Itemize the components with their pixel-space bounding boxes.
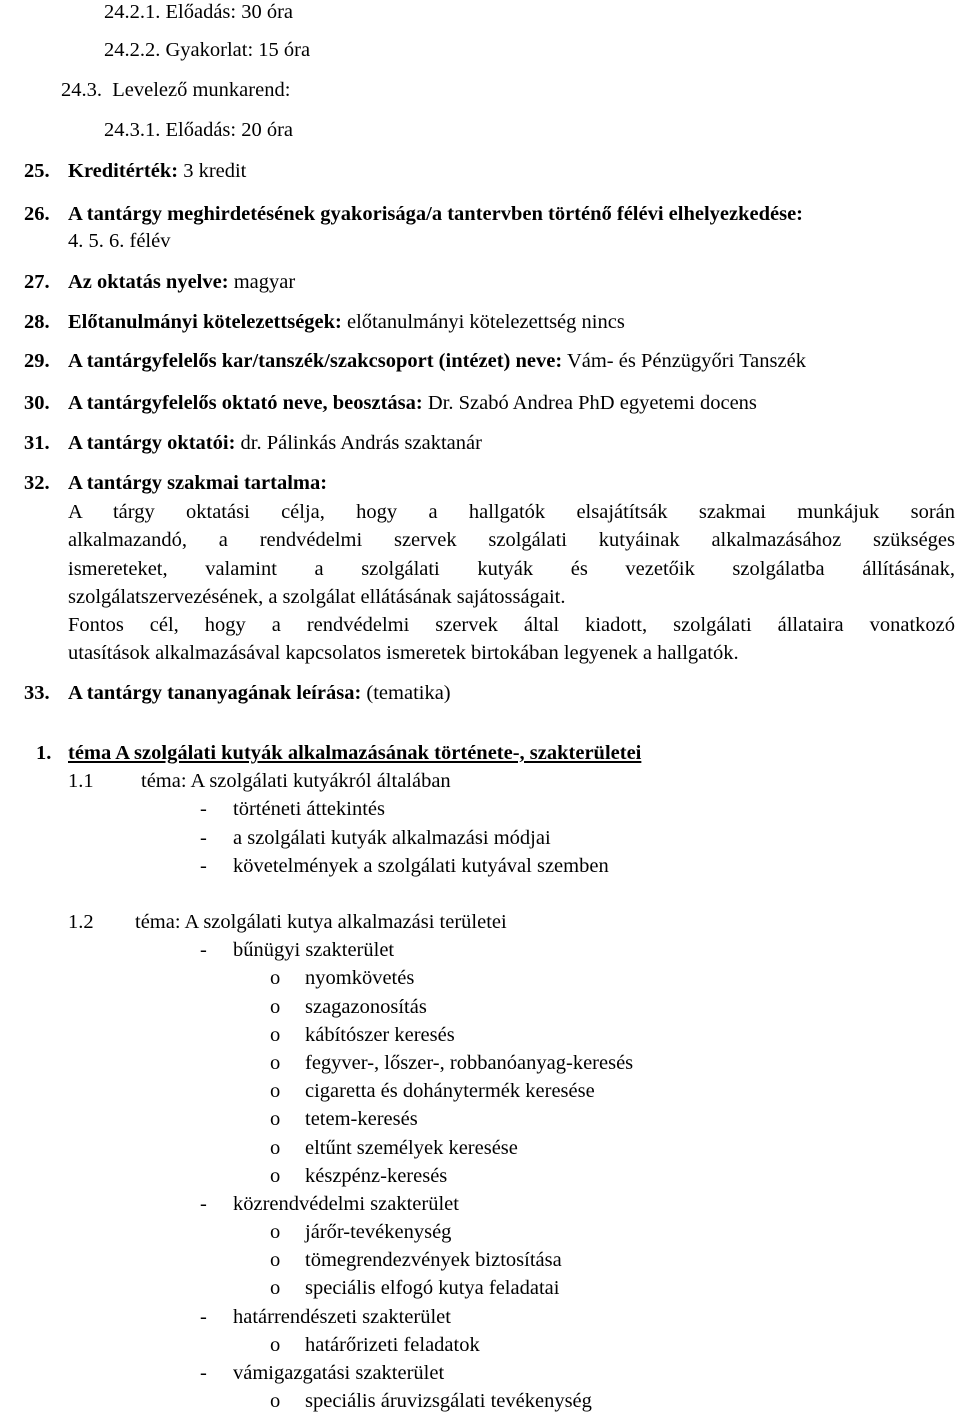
subtopic-title: téma: A szolgálati kutya alkalmazási területei (135, 911, 507, 933)
subtopic-title: téma: A szolgálati kutyákról általában (141, 770, 451, 792)
subtopic-number: 1.1 (68, 770, 94, 792)
item-24-3-1: 24.3.1. Előadás: 20 óra (104, 119, 294, 141)
item-26-label: A tantárgy meghirdetésének gyakorisága/a tantervben történő félévi elhelyezkedése: (68, 203, 804, 225)
list-item: követelmények a szolgálati kutyával szemben (233, 855, 609, 877)
dash-marker: - (200, 1193, 207, 1215)
area-item: tömegrendezvények biztosítása (305, 1249, 562, 1271)
area-item: járőr-tevékenység (305, 1221, 452, 1243)
item-27-body: Az oktatás nyelve: magyar (68, 271, 296, 293)
circle-marker: o (270, 1277, 281, 1299)
item-32-label: A tantárgy szakmai tartalma: (68, 472, 328, 494)
area-item: kábítószer keresés (305, 1024, 455, 1046)
item-25: 25. (24, 160, 50, 182)
item-31: 31. (24, 432, 50, 454)
subtopic-number: 1.2 (68, 911, 94, 933)
item-33: 33. (24, 682, 50, 704)
area-name: közrendvédelmi szakterület (233, 1193, 459, 1215)
item-30: 30. (24, 392, 50, 414)
area-item: cigaretta és dohánytermék keresése (305, 1080, 595, 1102)
circle-marker: o (270, 996, 281, 1018)
item-31-body: A tantárgy oktatói: dr. Pálinkás András szaktanár (68, 432, 482, 454)
dash-marker: - (200, 827, 207, 849)
circle-marker: o (270, 1080, 281, 1102)
circle-marker: o (270, 1108, 281, 1130)
item-29-body: A tantárgyfelelős kar/tanszék/szakcsoport (intézet) neve: Vám- és Pénzügyőri Tanszék (68, 350, 806, 372)
item-30-body: A tantárgyfelelős oktató neve, beosztása: Dr. Szabó Andrea PhD egyetemi docens (68, 392, 757, 414)
list-item: a szolgálati kutyák alkalmazási módjai (233, 827, 551, 849)
area-name: bűnügyi szakterület (233, 939, 395, 961)
circle-marker: o (270, 1165, 281, 1187)
area-item: határőrizeti feladatok (305, 1334, 480, 1356)
item-26: 26. (24, 203, 50, 225)
dash-marker: - (200, 798, 207, 820)
circle-marker: o (270, 967, 281, 989)
item-24-3: 24.3. Levelező munkarend: (61, 79, 291, 101)
circle-marker: o (270, 1052, 281, 1074)
dash-marker: - (200, 939, 207, 961)
area-item: nyomkövetés (305, 967, 415, 989)
item-28-body: Előtanulmányi kötelezettségek: előtanulmányi kötelezettség nincs (68, 311, 625, 333)
area-name: határrendészeti szakterület (233, 1306, 451, 1328)
area-item: fegyver-, lőszer-, robbanóanyag-keresés (305, 1052, 634, 1074)
dash-marker: - (200, 1306, 207, 1328)
paragraph-line: szolgálatszervezésének, a szolgálat ellátásának sajátosságait. (68, 586, 566, 608)
paragraph-line: A tárgy oktatási célja, hogy a hallgatók elsajátítsák szakmai munkájuk során (68, 501, 955, 523)
area-item: készpénz-keresés (305, 1165, 448, 1187)
area-item: speciális áruvizsgálati tevékenység (305, 1390, 592, 1412)
paragraph-line: utasítások alkalmazásával kapcsolatos ismeretek birtokában legyenek a hallgatók. (68, 642, 739, 664)
paragraph-line: Fontos cél, hogy a rendvédelmi szervek által kiadott, szolgálati állataira vonatkozó (68, 614, 955, 636)
item-28: 28. (24, 311, 50, 333)
item-32: 32. (24, 472, 50, 494)
item-33-body: A tantárgy tananyagának leírása: (tematika) (68, 682, 451, 704)
area-item: speciális elfogó kutya feladatai (305, 1277, 560, 1299)
circle-marker: o (270, 1334, 281, 1356)
area-item: szagazonosítás (305, 996, 427, 1018)
paragraph-line: alkalmazandó, a rendvédelmi szervek szolgálati kutyáinak alkalmazásához szükséges (68, 529, 955, 551)
circle-marker: o (270, 1249, 281, 1271)
area-item: tetem-keresés (305, 1108, 418, 1130)
paragraph-line: ismereteket, valamint a szolgálati kutyák és vezetőik szolgálatba állításának, (68, 558, 955, 580)
topic-number: 1. (36, 742, 52, 764)
area-name: vámigazgatási szakterület (233, 1362, 445, 1384)
topic-title: téma A szolgálati kutyák alkalmazásának története-, szakterületei (68, 742, 642, 764)
item-25-body: Kreditérték: 3 kredit (68, 160, 247, 182)
circle-marker: o (270, 1024, 281, 1046)
item-26-value: 4. 5. 6. félév (68, 230, 171, 252)
circle-marker: o (270, 1137, 281, 1159)
list-item: történeti áttekintés (233, 798, 385, 820)
dash-marker: - (200, 855, 207, 877)
item-24-2-2: 24.2.2. Gyakorlat: 15 óra (104, 39, 311, 61)
item-29: 29. (24, 350, 50, 372)
circle-marker: o (270, 1221, 281, 1243)
circle-marker: o (270, 1390, 281, 1412)
item-24-2-1: 24.2.1. Előadás: 30 óra (104, 1, 294, 23)
dash-marker: - (200, 1362, 207, 1384)
area-item: eltűnt személyek keresése (305, 1137, 518, 1159)
item-27: 27. (24, 271, 50, 293)
